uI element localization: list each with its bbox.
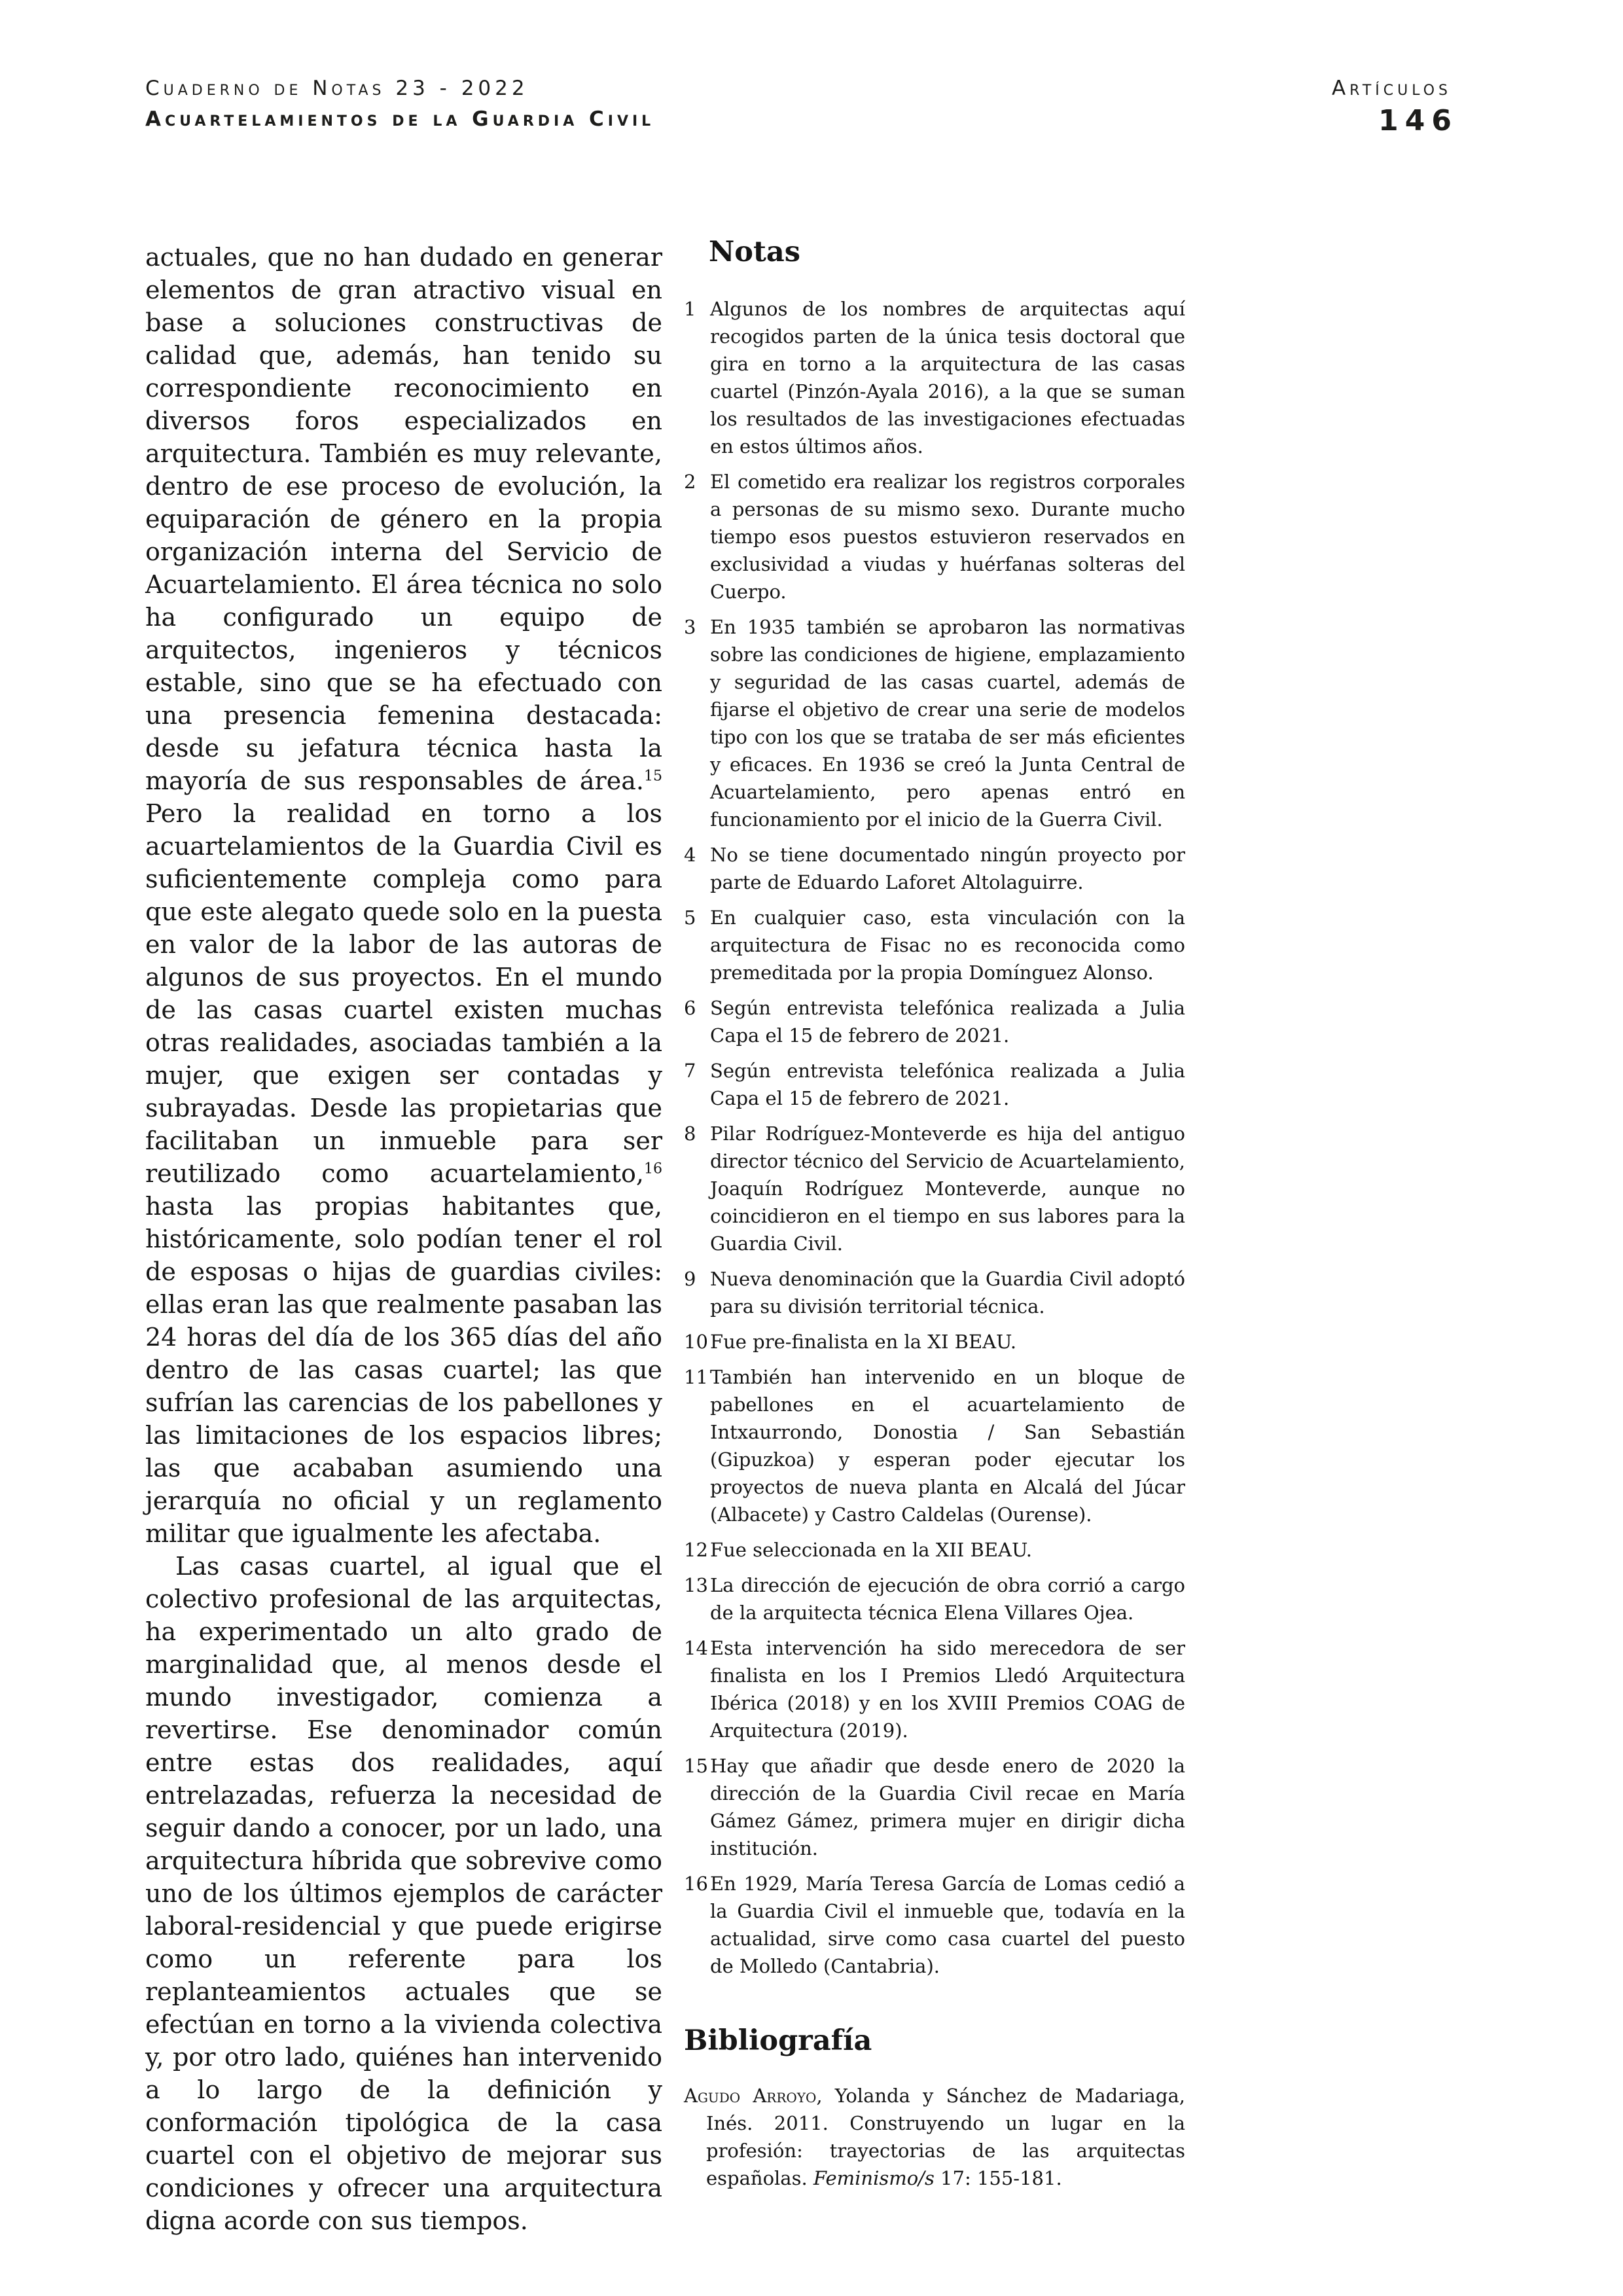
endnote-number: 16	[684, 1873, 708, 1895]
endnote-item	[684, 613, 1185, 833]
endnote-text: En 1929, María Teresa García de Lomas cedió a la Guardia Civil el inmueble que, todavía en la actualidad, sirve como casa cuartel del puesto de Molledo (Cantabria).	[710, 1873, 1185, 1978]
endnote-item	[684, 1328, 1185, 1355]
endnote-number: 15	[684, 1755, 708, 1778]
bibliography-list	[684, 2082, 1185, 2192]
body-paragraph: actuales, que no han dudado en generar elementos de gran atractivo visual en base a soluciones constructivas de calidad que, además, han tenido su correspondiente reconocimiento en diversos foros especializados en arquitectura. También es muy relevante, dentro de ese proceso de evolución, la equiparación de género en la propia organización interna del Servicio de Acuartelamiento. El área técnica no solo ha configurado un equipo de arquitectos, ingenieros y técnicos estable, sino que se ha efectuado con una presencia femenina destacada: desde su jefatura técnica hasta la mayoría de sus responsables de área.$^{15}$ Pero la realidad en torno a los acuartelamientos de la Guardia Civil es suficientemente compleja como para que este alegato quede solo en la puesta en valor de la labor de las autoras de algunos de sus proyectos. En el mundo de las casas cuartel existen muchas otras realidades, asociadas también a la mujer, que exigen ser contadas y subrayadas. Desde las propietarias que facilitaban un inmueble para ser reutilizado como acuartelamiento,$^{16}$ hasta las propias habitantes que, históricamente, solo podían tener el rol de esposas o hijas de guardias civiles: ellas eran las que realmente pasaban las 24 horas del día de los 365 días del año dentro de las casas cuartel; las que sufrían las carencias de los pabellones y las limitaciones de los espacios libres; las que acababan asumiendo una jerarquía no oficial y un reglamento militar que igualmente les afectaba.	[145, 243, 662, 1548]
endnote-item	[684, 1634, 1185, 1744]
endnote-item	[684, 1752, 1185, 1862]
endnote-text: No se tiene documentado ningún proyecto por parte de Eduardo Laforet Altolaguirre.	[710, 844, 1185, 894]
endnote-number: 1	[684, 298, 696, 321]
endnote-text: Según entrevista telefónica realizada a Julia Capa el 15 de febrero de 2021.	[710, 997, 1185, 1047]
body-text-column	[145, 241, 662, 2237]
endnote-text: Fue pre-finalista en la XI BEAU.	[710, 1331, 1017, 1354]
bibliography-heading: Bibliografía	[684, 2024, 872, 2058]
author-name-small-caps: Agudo Arroyo	[684, 2084, 817, 2107]
endnote-text: Hay que añadir que desde enero de 2020 la dirección de la Guardia Civil recae en María Gámez Gámez, primera mujer en dirigir dicha institución.	[710, 1755, 1185, 1860]
endnote-text: Según entrevista telefónica realizada a Julia Capa el 15 de febrero de 2021.	[710, 1060, 1185, 1110]
endnote-text: En 1935 también se aprobaron las normativas sobre las condiciones de higiene, emplazamiento y seguridad de las casas cuartel, además de fijarse el objetivo de crear una serie de modelos tipo con los que se trataba de ser más eficientes y eficaces. En 1936 se creó la Junta Central de Acuartelamiento, pero apenas entró en funcionamiento por el inicio de la Guerra Civil.	[710, 616, 1185, 831]
endnote-item	[684, 1265, 1185, 1320]
endnote-number: 8	[684, 1122, 696, 1145]
body-paragraph: Las casas cuartel, al igual que el colectivo profesional de las arquitectas, ha experimentado un alto grado de marginalidad que, al menos desde el mundo investigador, comienza a revertirse. Ese denominador común entre estas dos realidades, aquí entrelazadas, refuerza la necesidad de seguir dando a conocer, por un lado, una arquitectura híbrida que sobrevive como uno de los últimos ejemplos de carácter laboral-residencial y que puede erigirse como un referente para los replanteamientos actuales que se efectúan en torno a la vivienda colectiva y, por otro lado, quiénes han intervenido a lo largo de la definición y conformación tipológica de la casa cuartel con el objetivo de mejorar sus condiciones y ofrecer una arquitectura digna acorde con sus tiempos.	[145, 1552, 662, 2235]
endnote-text: Fue seleccionada en la XII BEAU.	[710, 1539, 1032, 1562]
footnote-reference: 16	[643, 1160, 662, 1177]
footnote-reference: 15	[643, 768, 662, 785]
bibliography-entry: Agudo Arroyo, Yolanda y Sánchez de Madariaga, Inés. 2011. Construyendo un lugar en la profesión: trayectorias de las arquitectas españolas. Feminismo/s 17: 155-181.	[684, 2084, 1185, 2189]
journal-name-italic: Feminismo/s	[813, 2166, 935, 2189]
notes-list	[684, 295, 1185, 1980]
endnote-number: 12	[684, 1539, 708, 1562]
endnote-item	[684, 1363, 1185, 1528]
endnote-number: 2	[684, 471, 696, 493]
endnote-text: También han intervenido en un bloque de pabellones en el acuartelamiento de Intxaurrondo, Donostia / San Sebastián (Gipuzkoa) y esperan poder ejecutar los proyectos de nueva planta en Alcalá del Júcar (Albacete) y Castro Caldelas (Ourense).	[710, 1366, 1185, 1526]
endnote-number: 5	[684, 906, 696, 929]
endnote-number: 4	[684, 844, 696, 867]
running-article-title: Acuartelamientos de la Guardia Civil	[145, 107, 655, 131]
endnote-text: El cometido era realizar los registros corporales a personas de su mismo sexo. Durante mucho tiempo esos puestos estuvieron reservados en exclusividad a viudas y huérfanas solteras del Cuerpo.	[710, 471, 1185, 603]
running-header	[145, 77, 1458, 137]
running-header-left	[145, 79, 654, 130]
endnote-item	[684, 295, 1185, 460]
endnote-number: 13	[684, 1574, 708, 1597]
endnote-item	[684, 468, 1185, 605]
endnote-item	[684, 1571, 1185, 1626]
endnote-number: 11	[684, 1366, 708, 1389]
notes-column	[684, 237, 1185, 2192]
endnote-number: 3	[684, 616, 696, 639]
running-header-right	[1331, 77, 1458, 137]
journal-title: Cuaderno de Notas 23 - 2022	[145, 77, 529, 100]
endnote-text: Pilar Rodríguez-Monteverde es hija del antiguo director técnico del Servicio de Acuartelamiento, Joaquín Rodríguez Monteverde, aunque no coincidieron en el tiempo en sus labores para la Guardia Civil.	[710, 1122, 1185, 1255]
endnote-item	[684, 1870, 1185, 1980]
endnote-number: 9	[684, 1268, 696, 1291]
endnote-item	[684, 994, 1185, 1049]
endnote-item	[684, 841, 1185, 896]
endnote-item	[684, 1536, 1185, 1564]
page-number: 146	[1378, 104, 1458, 137]
endnote-text: Nueva denominación que la Guardia Civil adoptó para su división territorial técnica.	[710, 1268, 1185, 1318]
endnote-item	[684, 904, 1185, 986]
section-label: Artículos	[1331, 77, 1452, 100]
notes-heading: Notas	[709, 236, 800, 268]
endnote-text: Esta intervención ha sido merecedora de ser finalista en los I Premios Lledó Arquitectura Ibérica (2018) y en los XVIII Premios COAG de Arquitectura (2019).	[710, 1637, 1185, 1742]
endnote-number: 7	[684, 1060, 696, 1083]
endnote-number: 6	[684, 997, 696, 1020]
endnote-text: La dirección de ejecución de obra corrió a cargo de la arquitecta técnica Elena Villares Ojea.	[710, 1574, 1185, 1624]
endnote-number: 14	[684, 1637, 708, 1660]
endnote-item	[684, 1057, 1185, 1112]
endnote-text: Algunos de los nombres de arquitectas aquí recogidos parten de la única tesis doctoral que gira en torno a la arquitectura de las casas cuartel (Pinzón-Ayala 2016), a la que se suman los resultados de las investigaciones efectuadas en estos últimos años.	[710, 298, 1185, 458]
endnote-item	[684, 1120, 1185, 1257]
endnote-number: 10	[684, 1331, 708, 1354]
endnote-text: En cualquier caso, esta vinculación con la arquitectura de Fisac no es reconocida como premeditada por la propia Domínguez Alonso.	[710, 906, 1185, 984]
